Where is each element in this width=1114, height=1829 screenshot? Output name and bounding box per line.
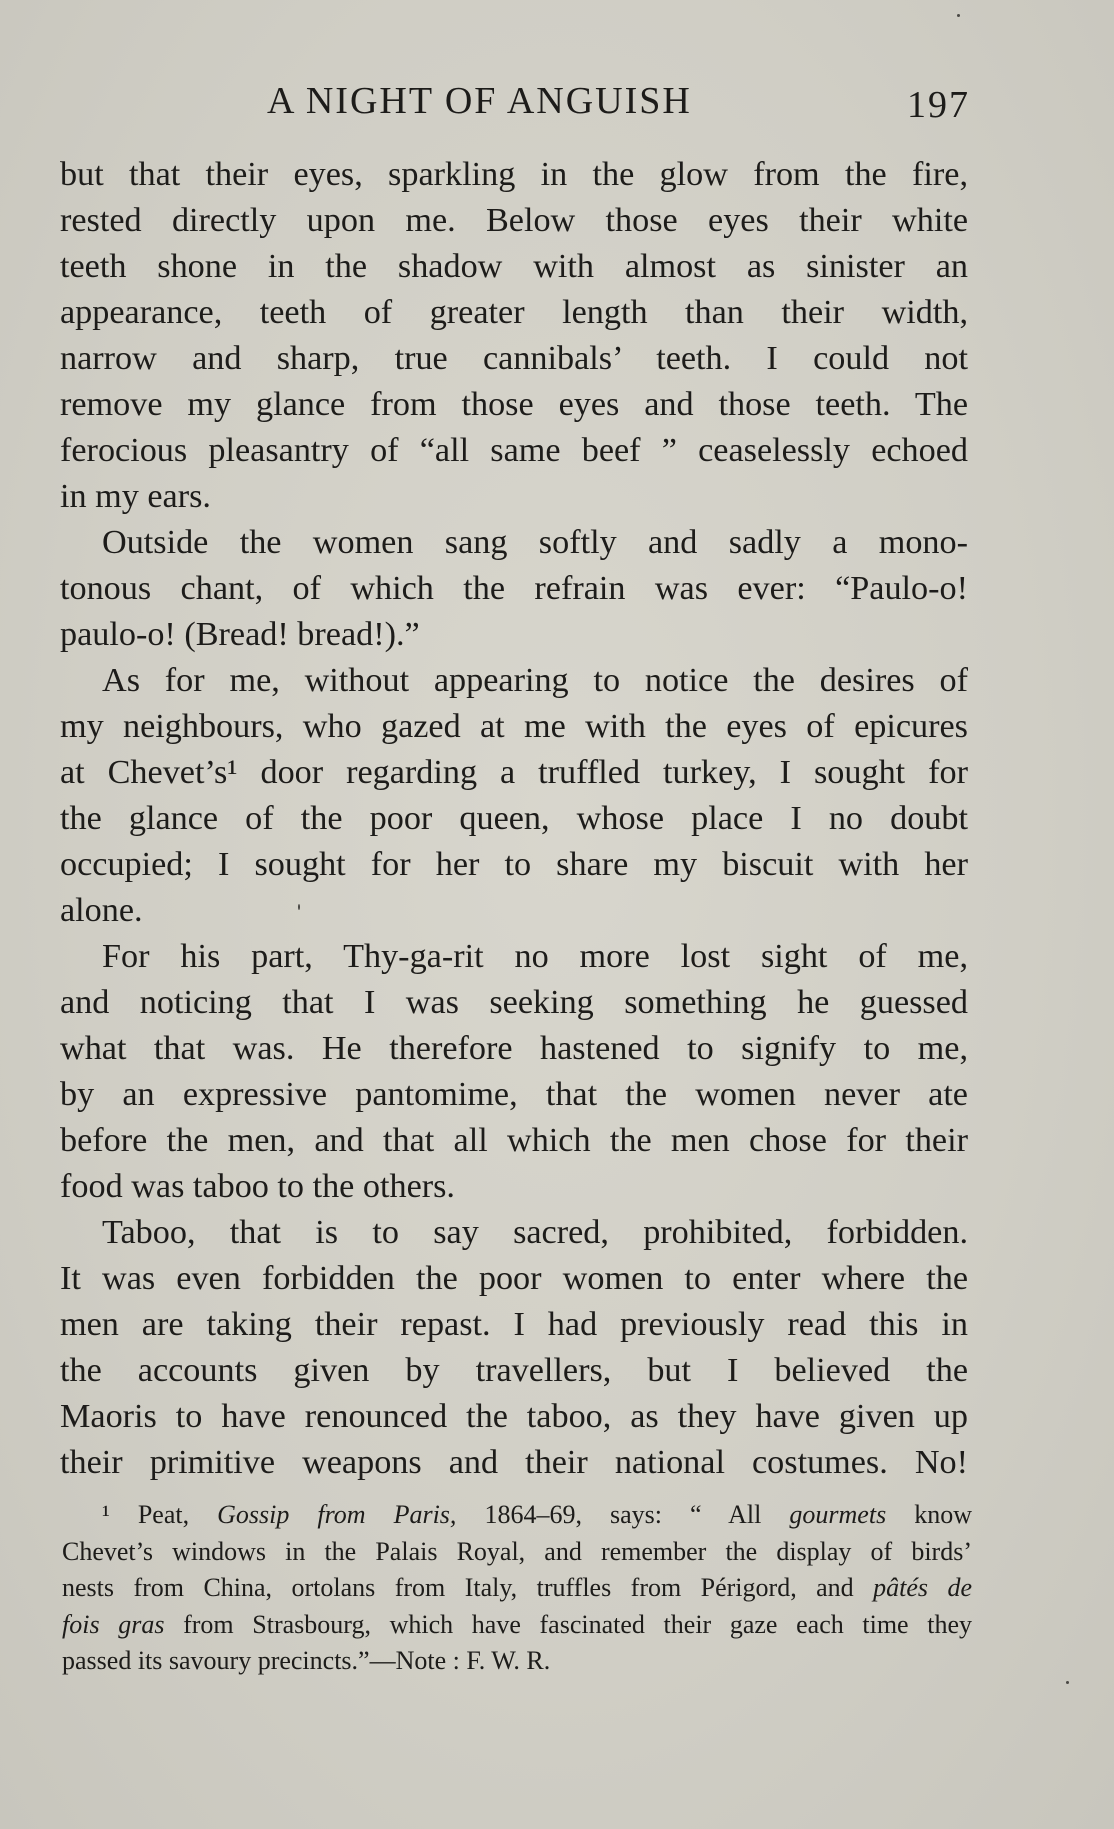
text-line: before the men, and that all which the men chose for their bbox=[60, 1122, 968, 1159]
text-line: their primitive weapons and their national costumes. No! bbox=[60, 1444, 968, 1481]
paper-speck bbox=[957, 14, 960, 17]
footnote-line bbox=[62, 1534, 972, 1571]
text-line: and noticing that I was seeking something he guessed bbox=[60, 984, 968, 1021]
text-line: alone. bbox=[60, 892, 143, 929]
footnote-italic-text: gourmets bbox=[789, 1500, 887, 1529]
text-line: rested directly upon me. Below those eyes their white bbox=[60, 202, 968, 239]
text-line: at Chevet’s¹ door regarding a truffled turkey, I sought for bbox=[60, 754, 968, 791]
text-line: tonous chant, of which the refrain was ever: “Paulo-o! bbox=[60, 570, 968, 607]
text-line: food was taboo to the others. bbox=[60, 1168, 455, 1205]
paper-speck bbox=[1066, 1681, 1069, 1684]
text-line: occupied; I sought for her to share my biscuit with her bbox=[60, 846, 968, 883]
footnote-text: passed its savoury precincts.”—Note : F. W. R. bbox=[62, 1646, 551, 1675]
running-header bbox=[62, 76, 970, 126]
text-line: the accounts given by travellers, but I believed the bbox=[60, 1352, 968, 1389]
text-line: by an expressive pantomime, that the women never ate bbox=[60, 1076, 968, 1113]
footnote-text: Chevet’s windows in the Palais Royal, and remember the display of birds’ bbox=[62, 1536, 972, 1566]
text-line: For his part, Thy-ga-rit no more lost sight of me, bbox=[102, 938, 968, 975]
text-line: but that their eyes, sparkling in the glow from the fire, bbox=[60, 156, 968, 193]
text-line: remove my glance from those eyes and those teeth. The bbox=[60, 386, 968, 423]
text-line: what that was. He therefore hastened to signify to me, bbox=[60, 1030, 968, 1067]
footnote-italic-text: fois gras bbox=[62, 1609, 165, 1639]
text-line: narrow and sharp, true cannibals’ teeth. I could not bbox=[60, 340, 968, 377]
body-text bbox=[60, 152, 968, 1486]
text-line: Outside the women sang softly and sadly a mono- bbox=[102, 524, 968, 561]
text-line: in my ears. bbox=[60, 478, 211, 515]
footnote-line bbox=[62, 1497, 972, 1534]
footnote-text: 1864–69, says: “ All bbox=[456, 1500, 790, 1529]
text-line: men are taking their repast. I had previously read this in bbox=[60, 1306, 968, 1343]
footnote-italic-text: pâtés de bbox=[873, 1573, 973, 1602]
footnote-text: from Strasbourg, which have fascinated their gaze each time they bbox=[164, 1609, 972, 1639]
footnote-line bbox=[62, 1607, 972, 1644]
text-line: As for me, without appearing to notice the desires of bbox=[102, 662, 968, 699]
text-line: ferocious pleasantry of “all same beef ” ceaselessly echoed bbox=[60, 432, 968, 469]
footnote-italic-text: Gossip from Paris, bbox=[217, 1500, 457, 1529]
text-line: It was even forbidden the poor women to enter where the bbox=[60, 1260, 968, 1297]
footnote-text: know bbox=[886, 1500, 972, 1529]
text-line: paulo-o! (Bread! bread!).” bbox=[60, 616, 420, 653]
text-line: the glance of the poor queen, whose place I no doubt bbox=[60, 800, 968, 837]
footnote-line bbox=[62, 1643, 972, 1680]
paper-speck bbox=[298, 904, 300, 910]
footnote-text: ¹ Peat, bbox=[102, 1500, 218, 1529]
running-title: A NIGHT OF ANGUISH bbox=[267, 80, 692, 122]
footnote-line bbox=[62, 1570, 972, 1607]
footnote bbox=[62, 1497, 972, 1680]
text-line: Maoris to have renounced the taboo, as they have given up bbox=[60, 1398, 968, 1435]
text-line: Taboo, that is to say sacred, prohibited, forbidden. bbox=[102, 1214, 968, 1251]
page-number: 197 bbox=[907, 84, 970, 126]
text-line: appearance, teeth of greater length than their width, bbox=[60, 294, 968, 331]
text-line: my neighbours, who gazed at me with the eyes of epicures bbox=[60, 708, 968, 745]
footnote-text: nests from China, ortolans from Italy, truffles from Périgord, and bbox=[62, 1573, 874, 1602]
text-line: teeth shone in the shadow with almost as sinister an bbox=[60, 248, 968, 285]
